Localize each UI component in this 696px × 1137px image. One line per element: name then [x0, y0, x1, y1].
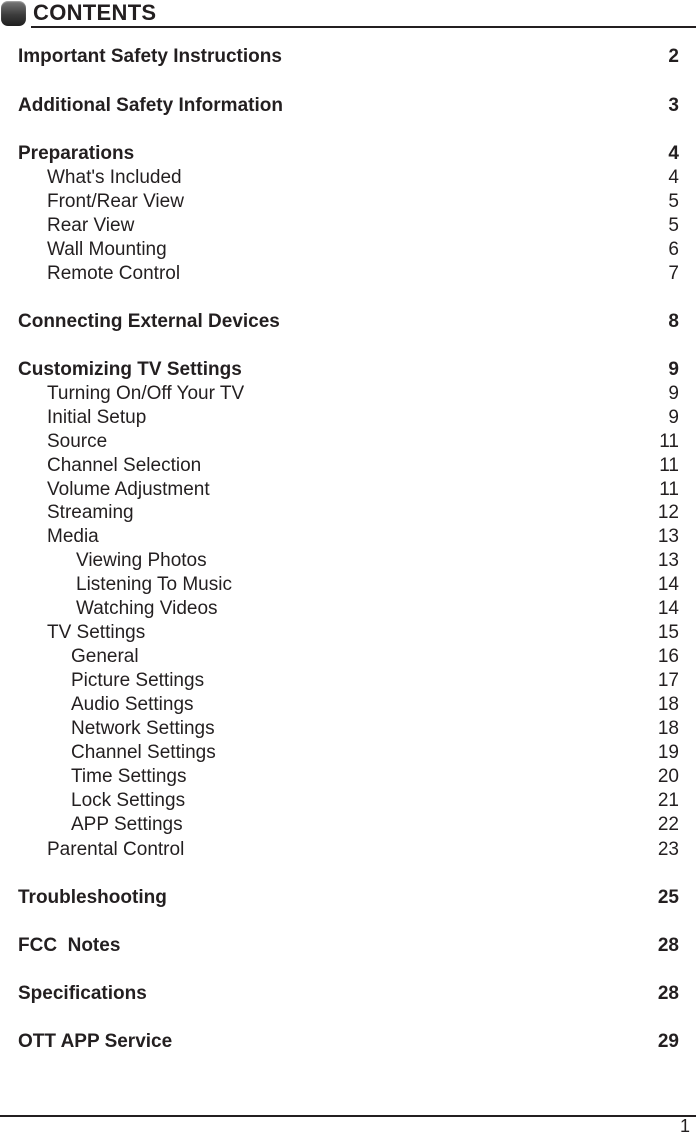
toc-entry[interactable]: [0, 887, 696, 909]
toc-entry-page: 7: [668, 263, 679, 284]
toc-entry[interactable]: [0, 215, 696, 237]
toc-entry[interactable]: [0, 311, 696, 333]
toc-entry[interactable]: [0, 191, 696, 213]
toc-entry-page: 13: [657, 550, 679, 571]
toc-entry-page: 4: [668, 167, 679, 188]
toc-entry-label: OTT APP Service: [18, 1031, 173, 1052]
toc-entry-label: Important Safety Instructions: [18, 46, 282, 67]
toc-entry-label: Viewing Photos: [76, 550, 207, 571]
toc-entry-page: 28: [657, 983, 679, 1004]
toc-entry[interactable]: [0, 935, 696, 957]
toc-entry-page: 21: [657, 790, 679, 811]
toc-entry-label: TV Settings: [47, 622, 146, 643]
toc-entry[interactable]: [0, 742, 696, 764]
toc-entry[interactable]: [0, 622, 696, 644]
toc-entry-page: 20: [657, 766, 679, 787]
toc-entry-label: APP Settings: [71, 814, 183, 835]
toc-entry-label: Turning On/Off Your TV: [47, 383, 245, 404]
toc-entry[interactable]: [0, 455, 696, 477]
toc-entry-page: 13: [657, 526, 679, 547]
toc-entry-page: 6: [668, 239, 679, 260]
toc-entry-page: 5: [668, 191, 679, 212]
toc-entry[interactable]: [0, 718, 696, 740]
toc-entry-label: Media: [47, 526, 99, 547]
toc-entry-label: Wall Mounting: [47, 239, 167, 260]
toc-entry-page: 11: [659, 431, 679, 452]
toc-entry-page: 9: [668, 383, 679, 404]
toc-entry-page: 11: [659, 455, 679, 476]
toc-entry[interactable]: [0, 646, 696, 668]
toc-entry[interactable]: [0, 479, 696, 501]
toc-entry-label: Preparations: [18, 143, 135, 164]
toc-entry-page: 28: [657, 935, 679, 956]
toc-entry-label: Parental Control: [47, 839, 185, 860]
toc-entry-page: 8: [668, 311, 679, 332]
toc-entry-label: Watching Videos: [76, 598, 218, 619]
toc-entry-label: Lock Settings: [71, 790, 186, 811]
toc-entry[interactable]: [0, 502, 696, 524]
toc-entry[interactable]: [0, 1031, 696, 1053]
toc-entry[interactable]: [0, 766, 696, 788]
toc-entry[interactable]: [0, 46, 696, 68]
toc-entry-label: Initial Setup: [47, 407, 147, 428]
toc-entry-page: 3: [668, 95, 679, 116]
toc-entry[interactable]: [0, 670, 696, 692]
toc-entry[interactable]: [0, 359, 696, 381]
toc-entry[interactable]: [0, 407, 696, 429]
toc-entry-label: General: [71, 646, 139, 667]
toc-entry-label: Streaming: [47, 502, 134, 523]
toc-entry[interactable]: [0, 574, 696, 596]
toc-entry[interactable]: [0, 383, 696, 405]
toc-entry-page: 15: [657, 622, 679, 643]
toc-entry-label: Remote Control: [47, 263, 181, 284]
toc-entry[interactable]: [0, 143, 696, 165]
toc-entry-page: 11: [659, 479, 679, 500]
toc-entry-label: Troubleshooting: [18, 887, 167, 908]
toc-entry-page: 16: [657, 646, 679, 667]
toc-entry-page: 14: [657, 574, 679, 595]
toc-entry[interactable]: [0, 790, 696, 812]
toc-entry-label: Network Settings: [71, 718, 215, 739]
toc-entry-page: 17: [657, 670, 679, 691]
toc-entry-page: 19: [657, 742, 679, 763]
toc-entry-page: 23: [657, 839, 679, 860]
toc-entry-label: Source: [47, 431, 108, 452]
toc-entry-page: 9: [668, 407, 679, 428]
toc-entry-label: Volume Adjustment: [47, 479, 210, 500]
toc-entry-page: 18: [657, 694, 679, 715]
toc-entry[interactable]: [0, 167, 696, 189]
toc-entry[interactable]: [0, 839, 696, 861]
toc-entry-page: 18: [657, 718, 679, 739]
toc-entry-label: Picture Settings: [71, 670, 205, 691]
toc-entry[interactable]: [0, 983, 696, 1005]
toc-entry-page: 22: [657, 814, 679, 835]
toc-entry[interactable]: [0, 263, 696, 285]
toc-entry-label: Time Settings: [71, 766, 187, 787]
toc-entry[interactable]: [0, 431, 696, 453]
toc-entry-page: 29: [657, 1031, 679, 1052]
toc-entry[interactable]: [0, 814, 696, 836]
page-title: CONTENTS: [33, 0, 157, 25]
toc-entry-label: Connecting External Devices: [18, 311, 280, 332]
toc-entry-page: 2: [668, 46, 679, 67]
toc-entry-label: Specifications: [18, 983, 147, 1004]
toc-entry-page: 12: [657, 502, 679, 523]
toc-entry-label: Customizing TV Settings: [18, 359, 242, 380]
toc-entry-label: FCC Notes: [18, 935, 121, 956]
toc-entry[interactable]: [0, 526, 696, 548]
toc-entry-page: 14: [657, 598, 679, 619]
toc-entry-page: 5: [668, 215, 679, 236]
footer-rule: [0, 1115, 696, 1117]
toc-entry-label: Channel Settings: [71, 742, 216, 763]
toc-entry[interactable]: [0, 550, 696, 572]
toc-entry[interactable]: [0, 598, 696, 620]
toc-entry[interactable]: [0, 239, 696, 261]
toc-entry-page: 4: [668, 143, 679, 164]
toc-entry-label: Listening To Music: [76, 574, 232, 595]
toc-entry[interactable]: [0, 694, 696, 716]
toc-entry-label: Audio Settings: [71, 694, 194, 715]
toc-entry-page: 9: [668, 359, 679, 380]
toc-entry-label: What's Included: [47, 167, 182, 188]
toc-entry-label: Rear View: [47, 215, 135, 236]
footer-page-number: 1: [679, 1116, 690, 1136]
toc-entry-label: Channel Selection: [47, 455, 202, 476]
toc-entry-page: 25: [657, 887, 679, 908]
toc-entry-label: Additional Safety Information: [18, 95, 283, 116]
toc-entry[interactable]: [0, 95, 696, 117]
toc-entry-label: Front/Rear View: [47, 191, 184, 212]
